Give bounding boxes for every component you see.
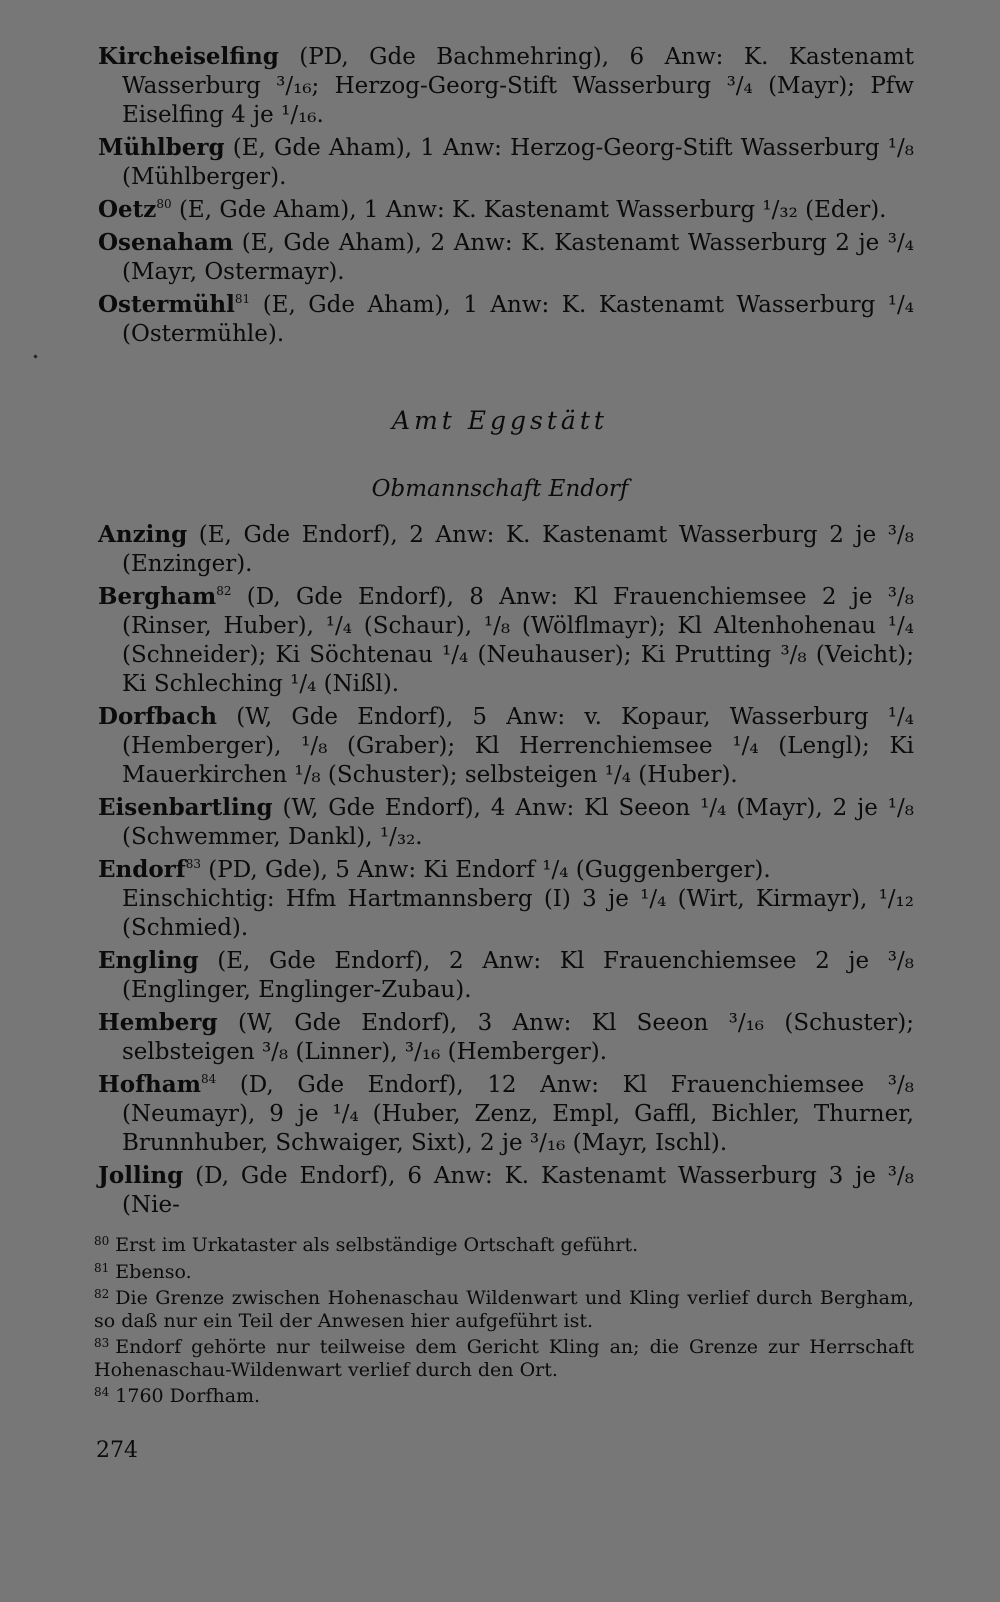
entry-text: (E, Gde Aham), 1 Anw: Herzog-Georg-Stift Wasserburg ¹/₈ (Mühlberger). — [122, 135, 914, 190]
entry-text: (W, Gde Endorf), 3 Anw: Kl Seeon ³/₁₆ (Schuster); selbsteigen ³/₈ (Linner), ³/₁₆ (Hemberger). — [122, 1010, 914, 1065]
footnote-text: Erst im Urkataster als selbständige Ortschaft geführt. — [115, 1234, 639, 1256]
list-item — [98, 1161, 914, 1220]
place-name: Hemberg — [98, 1009, 218, 1036]
entry-text: (PD, Gde Bachmehring), 6 Anw: K. Kastenamt Wasserburg ³/₁₆; Herzog-Georg-Stift Wasserburg ³/₄ (Mayr); Pfw Eiselfing 4 je ¹/₁₆. — [122, 44, 914, 128]
amt-heading: Amt Eggstätt — [392, 406, 608, 435]
entry-text: (E, Gde Endorf), 2 Anw: Kl Frauenchiemsee 2 je ³/₈ (Englinger, Englinger-Zubau). — [122, 948, 914, 1003]
list-item — [98, 793, 914, 852]
place-name: Mühlberg — [98, 134, 225, 161]
footnote-number: 82 — [94, 1287, 110, 1301]
list-item — [98, 582, 914, 699]
place-name: Kircheiselfing — [98, 43, 279, 70]
list-item — [98, 133, 914, 192]
place-name: Endorf — [98, 856, 186, 883]
list-item — [98, 946, 914, 1005]
list-item — [98, 195, 914, 225]
footnotes — [94, 1230, 914, 1408]
list-item — [98, 42, 914, 130]
obmannschaft-heading: Obmannschaft Endorf — [371, 476, 629, 502]
place-name: Jolling — [98, 1162, 184, 1189]
footnote-ref: 81 — [234, 292, 251, 306]
footnote — [94, 1332, 914, 1381]
entry-text: (PD, Gde), 5 Anw: Ki Endorf ¹/₄ (Guggenberger). — [200, 857, 771, 883]
place-name: Bergham — [98, 583, 217, 610]
entry-text: (D, Gde Endorf), 12 Anw: Kl Frauenchiemsee ³/₈ (Neumayr), 9 je ¹/₄ (Huber, Zenz, Empl, Gaffl, Bichler, Thurner, Brunnhuber, Schwaiger, Sixt), 2 je ³/₁₆ (Mayr, Ischl). — [122, 1072, 914, 1156]
entry-text: (E, Gde Aham), 1 Anw: K. Kastenamt Wasserburg ¹/₃₂ (Eder). — [171, 197, 887, 223]
place-name: Hofham — [98, 1071, 201, 1098]
footnote — [94, 1283, 914, 1332]
entry-text: (W, Gde Endorf), 5 Anw: v. Kopaur, Wasserburg ¹/₄ (Hemberger), ¹/₈ (Graber); Kl Herrenchiemsee ¹/₄ (Lengl); Ki Mauerkirchen ¹/₈ (Schuster); selbsteigen ¹/₄ (Huber). — [122, 704, 914, 788]
scan-speck — [33, 354, 37, 358]
footnote-number: 84 — [94, 1385, 110, 1399]
footnote — [94, 1381, 914, 1408]
list-item — [98, 228, 914, 287]
entries-top — [98, 42, 914, 352]
list-item — [98, 520, 914, 579]
place-name: Eisenbartling — [98, 794, 273, 821]
entries-bottom — [98, 520, 914, 1223]
place-name: Ostermühl — [98, 291, 235, 318]
entry-text: (W, Gde Endorf), 4 Anw: Kl Seeon ¹/₄ (Mayr), 2 je ¹/₈ (Schwemmer, Dankl), ¹/₃₂. — [122, 795, 914, 850]
page-number: 274 — [96, 1438, 138, 1463]
place-name: Engling — [98, 947, 199, 974]
footnote-ref: 80 — [156, 197, 172, 211]
footnote-ref: 82 — [216, 584, 232, 598]
footnote — [94, 1257, 914, 1284]
footnote-ref: 83 — [185, 857, 201, 871]
footnote-text: Endorf gehörte nur teilweise dem Gericht Kling an; die Grenze zur Herrschaft Hohenaschau-Wildenwart verlief durch den Ort. — [94, 1336, 914, 1381]
footnote-number: 80 — [94, 1234, 110, 1248]
entry-text: (D, Gde Endorf), 8 Anw: Kl Frauenchiemsee 2 je ³/₈ (Rinser, Huber), ¹/₄ (Schaur), ¹/₈ (Wölflmayr); Kl Altenhohenau ¹/₄ (Schneider); Ki Söchtenau ¹/₄ (Neuhauser); Ki Prutting ³/₈ (Veicht); Ki Schleching ¹/₄ (Nißl). — [122, 584, 914, 697]
footnote-text: Ebenso. — [115, 1260, 192, 1283]
footnote — [94, 1230, 914, 1257]
place-name: Osenaham — [98, 229, 234, 256]
footnote-number: 83 — [94, 1336, 110, 1350]
list-item — [98, 855, 914, 943]
place-name: Oetz — [98, 196, 157, 223]
footnote-text: Die Grenze zwischen Hohenaschau Wildenwart und Kling verlief durch Bergham, so daß nur ein Teil der Anwesen hier aufgeführt ist. — [94, 1287, 914, 1332]
list-item — [98, 702, 914, 790]
footnote-text: 1760 Dorfham. — [115, 1385, 261, 1407]
list-item — [98, 290, 914, 349]
list-item — [98, 1070, 914, 1158]
place-name: Anzing — [98, 521, 188, 548]
entry-text: (D, Gde Endorf), 6 Anw: K. Kastenamt Wasserburg 3 je ³/₈ (Nie- — [122, 1163, 914, 1218]
entry-text: (E, Gde Aham), 2 Anw: K. Kastenamt Wasserburg 2 je ³/₄ (Mayr, Ostermayr). — [122, 230, 914, 285]
place-name: Dorfbach — [98, 703, 218, 730]
einschichtig-note: Einschichtig: Hfm Hartmannsberg (I) 3 je ¹/₄ (Wirt, Kirmayr), ¹/₁₂ (Schmied). — [122, 886, 914, 941]
footnote-ref: 84 — [200, 1072, 217, 1086]
footnote-number: 81 — [94, 1260, 110, 1275]
entry-text: (E, Gde Aham), 1 Anw: K. Kastenamt Wasserburg ¹/₄ (Ostermühle). — [122, 292, 914, 347]
list-item — [98, 1008, 914, 1067]
entry-text: (E, Gde Endorf), 2 Anw: K. Kastenamt Wasserburg 2 je ³/₈ (Enzinger). — [122, 522, 914, 577]
